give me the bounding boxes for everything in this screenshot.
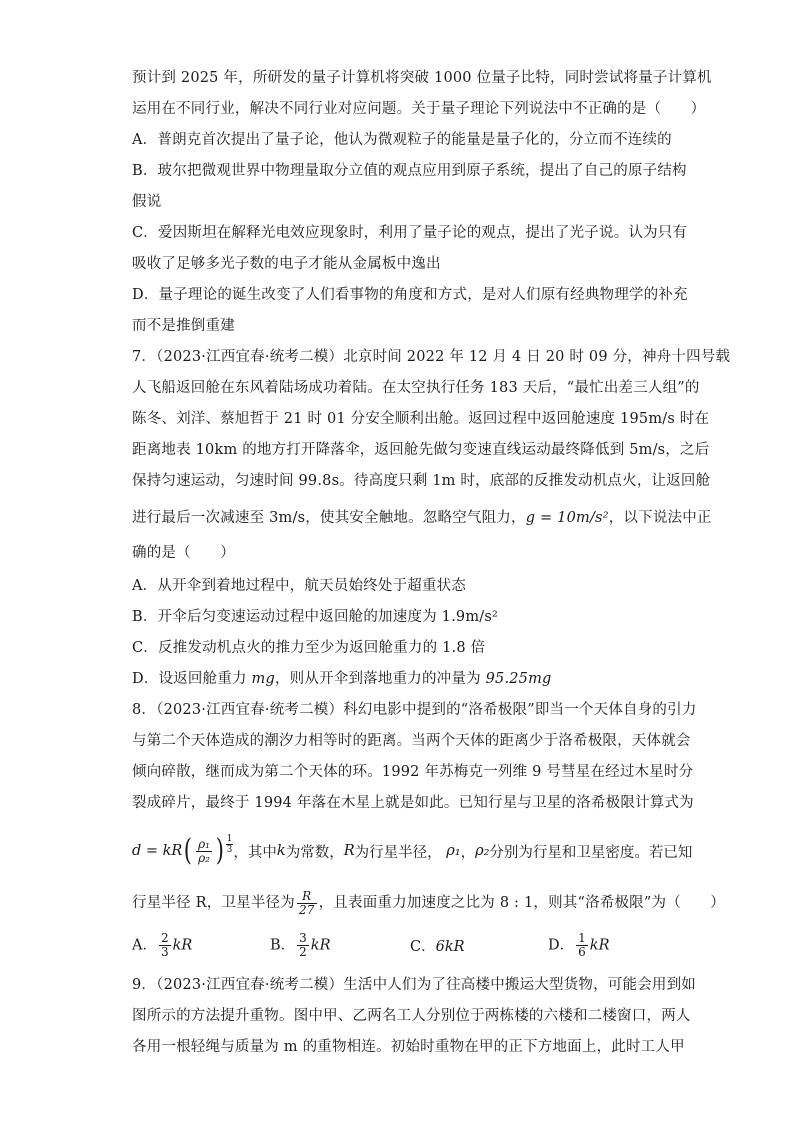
q6-option-d: D．量子理论的诞生改变了人们看事物的角度和方式，是对人们原有经典物理学的补充 xyxy=(132,287,688,303)
q8-option-c xyxy=(410,936,465,958)
q7-option-a: A．从开伞到着地过程中，航天员始终处于超重状态 xyxy=(132,578,467,594)
formula-lhs: d = kR xyxy=(132,843,183,859)
text-line: 而不是推倒重建 xyxy=(132,318,235,334)
rho1: ρ₁ xyxy=(198,836,210,851)
text-segment: ，以下说法中正 xyxy=(608,510,712,526)
text-line: 各用一根轻绳与质量为 m 的重物相连。初始时重物在甲的正下方地面上，此时工人甲 xyxy=(132,1039,685,1055)
frac-num: 3 xyxy=(299,931,307,945)
rho2-inline: ρ₂ xyxy=(475,843,490,859)
option-label: D． xyxy=(548,937,575,954)
q6-option-b: B．玻尔把微观世界中物理量取分立值的观点应用到原子系统，提出了自己的原子结构 xyxy=(132,163,687,179)
option-label: B． xyxy=(270,937,296,954)
text-segment: 进行最后一次减速至 3m/s，使其安全触地。忽略空气阻力， xyxy=(132,510,526,526)
exp-den: 3 xyxy=(226,844,233,855)
q7-option-c: C．反推发动机点火的推力至少为返回舱重力的 1.8 倍 xyxy=(132,640,486,656)
text-segment: 分别为行星和卫星密度。若已知 xyxy=(489,844,693,861)
satellite-radius-fraction xyxy=(297,890,317,917)
text-segment: ，且表面重力加速度之比为 8 : 1，则其“洛希极限”为（ ） xyxy=(318,895,725,911)
q9-stem: 9．（2023·江西宜春·统考二模）生活中人们为了往高楼中搬运大型货物，可能会用到如 xyxy=(132,977,696,993)
gravity-expression: g = 10m/s² xyxy=(525,510,609,526)
exp-num: 1 xyxy=(226,833,233,844)
close-paren: ) xyxy=(215,833,224,868)
text-line xyxy=(132,888,725,918)
text-segment: ，则从开伞到落地重力的冲量为 xyxy=(274,671,486,687)
q7-option-b: B．开伞后匀变速运动过程中返回舱的加速度为 1.9m/s² xyxy=(132,609,499,625)
text-line: 保持匀速运动，匀速时间 99.8s。待高度只剩 1m 时，底部的反推发动机点火，让返回舱 xyxy=(132,473,711,489)
option-fraction xyxy=(576,932,588,959)
frac-num: 2 xyxy=(160,931,169,945)
text-line: 确的是（ ） xyxy=(132,545,235,561)
text-line: 人飞船返回舱在东风着陆场成功着陆。在太空执行任务 183 天后，“最忙出差三人组”的 xyxy=(132,380,700,396)
text-line: 吸收了足够多光子数的电子才能从金属板中逸出 xyxy=(132,256,441,272)
frac-num: 1 xyxy=(578,931,586,945)
q6-option-c: C．爱因斯坦在解释光电效应现象时，利用了量子论的观点，提出了光子说。认为只有 xyxy=(132,225,688,241)
math-value: 95.25mg xyxy=(485,671,552,687)
frac-den: 27 xyxy=(298,902,315,917)
text-line: 运用在不同行业，解决不同行业对应问题。关于量子理论下列说法中不正确的是（ ） xyxy=(132,101,706,117)
q8-option-d xyxy=(548,932,610,959)
text-segment: D．设返回舱重力 xyxy=(132,671,252,687)
option-fraction xyxy=(297,932,309,959)
density-fraction xyxy=(196,838,212,865)
text-line: 陈冬、刘洋、蔡旭哲于 21 时 01 分安全顺利出舱。返回过程中返回舱速度 195m/s 时在 xyxy=(132,411,710,427)
frac-den: 6 xyxy=(578,945,586,959)
text-line xyxy=(132,508,712,528)
q7-option-d xyxy=(132,669,552,689)
rho1-inline: ρ₁ xyxy=(446,843,461,859)
option-unit: kR xyxy=(589,937,610,954)
q7-stem: 7．（2023·江西宜春·统考二模）北京时间 2022 年 12 月 4 日 20 时 09 分，神舟十四号载 xyxy=(132,349,731,365)
text-segment: 为常数， xyxy=(285,844,344,861)
text-segment: 行星半径 R，卫星半径为 xyxy=(132,895,295,911)
open-paren: ( xyxy=(184,833,193,868)
option-label: C． xyxy=(410,939,436,955)
option-value: 6kR xyxy=(435,939,465,955)
option-unit: kR xyxy=(172,937,193,954)
text-segment: ， xyxy=(460,844,476,861)
math-var: R xyxy=(343,843,355,859)
roche-formula-line xyxy=(132,828,692,874)
text-line: 倾向碎散，继而成为第二个天体的环。1992 年苏梅克一列维 9 号彗星在经过木星时分 xyxy=(132,764,694,780)
text-line: 图所示的方法提升重物。图中甲、乙两名工人分别位于两栋楼的六楼和二楼窗口，两人 xyxy=(132,1008,691,1024)
math-var: k xyxy=(276,843,286,859)
text-line: 距离地表 10km 的地方打开降落伞，返回舱先做匀变速直线运动最终降低到 5m/s，之后 xyxy=(132,442,710,458)
math-var: mg xyxy=(251,671,275,687)
frac-den: 3 xyxy=(160,945,169,959)
q8-stem: 8．（2023·江西宜春·统考二模）科幻电影中提到的“洛希极限”即当一个天体自身的引力 xyxy=(132,702,697,718)
frac-den: 2 xyxy=(299,945,307,959)
q8-option-b xyxy=(270,932,331,959)
text-segment: 为行星半径， xyxy=(354,844,442,861)
exponent-fraction xyxy=(226,834,234,855)
rho2: ρ₂ xyxy=(198,850,210,865)
option-label: A． xyxy=(132,937,157,954)
text-line: 预计到 2025 年，所研发的量子计算机将突破 1000 位量子比特，同时尝试将量子计算机 xyxy=(132,70,712,86)
q8-option-a xyxy=(132,932,192,959)
text-segment: ，其中 xyxy=(233,844,277,861)
option-fraction xyxy=(159,932,171,959)
frac-num: R xyxy=(297,890,317,904)
q6-option-a: A．普朗克首次提出了量子论，他认为微观粒子的能量是量子化的，分立而不连续的 xyxy=(132,132,672,148)
text-line: 与第二个天体造成的潮汐力相等时的距离。当两个天体的距离少于洛希极限，天体就会 xyxy=(132,733,691,749)
text-line: 裂成碎片，最终于 1994 年落在木星上就是如此。已知行星与卫星的洛希极限计算式为 xyxy=(132,795,694,811)
text-line: 假说 xyxy=(132,194,162,210)
option-unit: kR xyxy=(310,937,331,954)
